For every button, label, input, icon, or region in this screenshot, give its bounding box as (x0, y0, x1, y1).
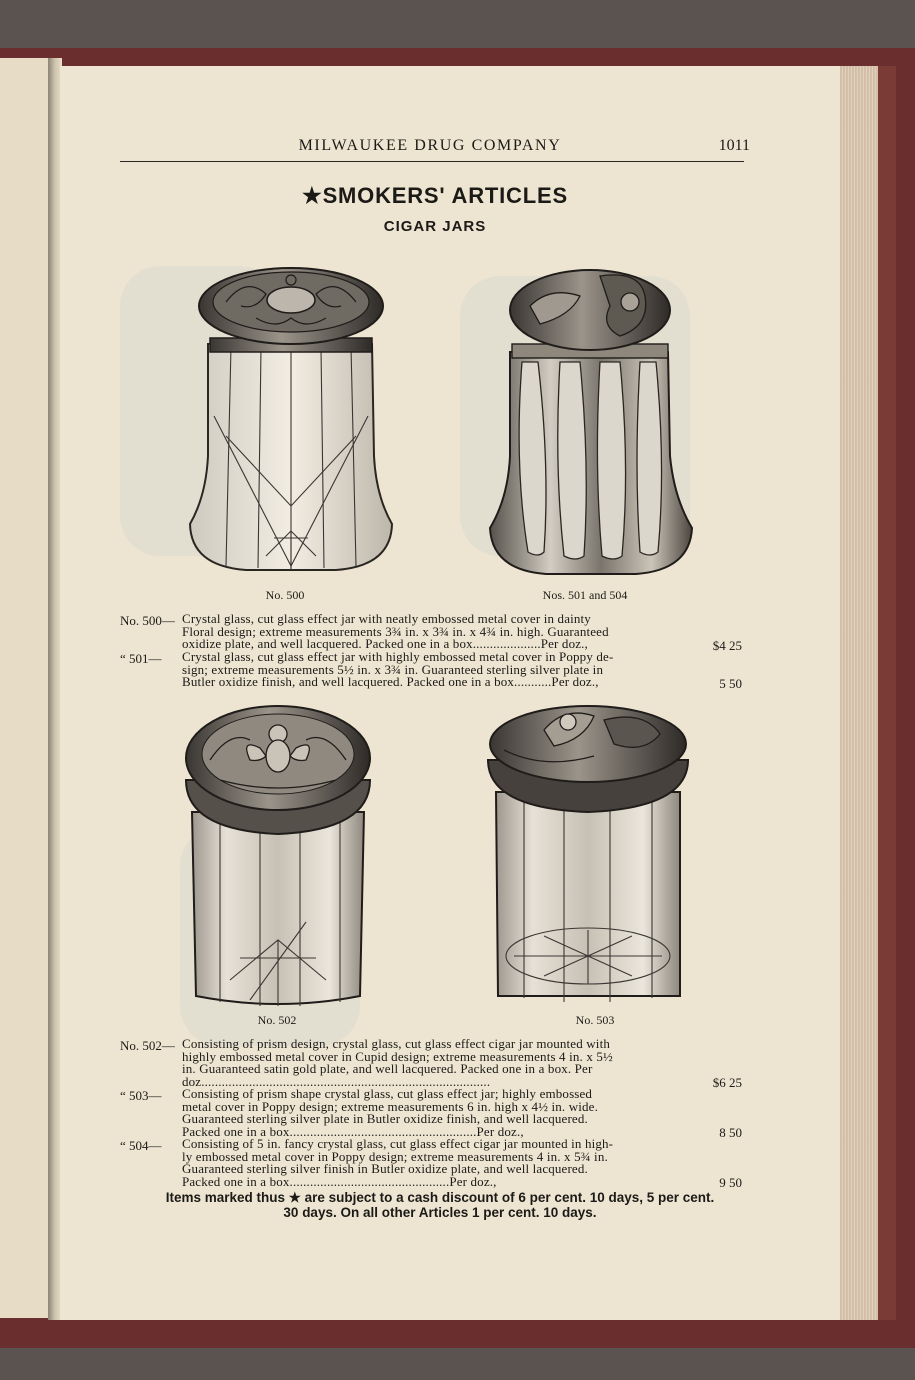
footer-line: Items marked thus ★ are subject to a cash discount of 6 per cent. 10 days, 5 per cent. (165, 1190, 715, 1205)
jar-500-illustration (186, 266, 396, 576)
entry-line: Consisting of prism design, crystal glass, cut glass effect cigar jar mounted with (182, 1036, 610, 1051)
entry-line: Consisting of prism shape crystal glass, cut glass effect jar; highly embossed (182, 1086, 593, 1101)
entry-line: Guaranteed sterling silver finish in Butler oxidize plate, and well lacquered. (182, 1161, 588, 1177)
entry-number: No. 500— (120, 613, 175, 628)
entry-number: “ 504— (120, 1138, 162, 1153)
entry-line: sign; extreme measurements 5½ in. x 3¾ in. Guaranteed sterling silver plate in (182, 661, 604, 677)
page-number: 1011 (718, 137, 750, 154)
entry-price: 9 50 (719, 1175, 742, 1190)
entry-number: “ 503— (120, 1088, 162, 1103)
entry-text (182, 613, 702, 651)
page-header-title: MILWAUKEE DRUG COMPANY (298, 137, 562, 154)
entry-text (182, 1038, 702, 1088)
caption-jar-503: No. 503 (575, 1013, 615, 1027)
entry-line: metal cover in Poppy design; extreme measurements 6 in. high x 4½ in. wide. (182, 1098, 598, 1114)
left-facing-page (0, 58, 50, 1318)
entry-line: Packed one in a box...............................................Per doz., (182, 1173, 497, 1189)
entry-number: “ 501— (120, 651, 162, 666)
entry-price: $4 25 (712, 638, 742, 653)
jar-501-504-illustration (480, 266, 700, 578)
entries-group-2 (120, 1038, 760, 1188)
entry-line: Crystal glass, cut glass effect jar with neatly embossed metal cover in dainty (182, 611, 591, 626)
page-edges (838, 66, 880, 1320)
caption-jar-500: No. 500 (265, 588, 305, 602)
caption-jar-501-504: Nos. 501 and 504 (542, 588, 628, 602)
entries-group-1 (120, 613, 760, 693)
entry-line: Butler oxidize finish, and well lacquered. Packed one in a box...........Per doz., (182, 674, 599, 690)
entry-line: Crystal glass, cut glass effect jar with highly embossed metal cover in Poppy de- (182, 649, 614, 664)
entry-line: ly embossed metal cover in Poppy design; extreme measurements 4 in. x 5¾ in. (182, 1148, 608, 1164)
header-rule (120, 161, 744, 162)
entry-line: Guaranteed sterling silver plate in Butler oxidize finish, and well lacquered. (182, 1111, 588, 1127)
entry-line: doz..................................................................................... (182, 1073, 491, 1089)
entry-line: Packed one in a box.......................................................Per doz., (182, 1123, 524, 1139)
entry-line: Consisting of 5 in. fancy crystal glass, cut glass effect cigar jar mounted in high- (182, 1136, 614, 1151)
jar-503-illustration (484, 700, 694, 1012)
entry-line: Floral design; extreme measurements 3¾ in. x 3¾ in. x 4¾ in. high. Guaranteed (182, 623, 609, 639)
entry-text (182, 1088, 702, 1138)
entry-price: 5 50 (719, 676, 742, 691)
entry-price: $6 25 (712, 1075, 742, 1090)
section-title: ★SMOKERS' ARTICLES (302, 183, 568, 208)
entry-line: highly embossed metal cover in Cupid design; extreme measurements 4 in. x 5½ (182, 1048, 613, 1064)
caption-jar-502: No. 502 (257, 1013, 297, 1027)
entry-text (182, 1138, 702, 1188)
entry-line: oxidize plate, and well lacquered. Packed one in a box....................Per doz., (182, 636, 588, 652)
entry-line: in. Guaranteed satin gold plate, and well lacquered. Packed one in a box. Per (182, 1061, 593, 1077)
entry-price: 8 50 (719, 1125, 742, 1140)
binding-edge (878, 66, 896, 1320)
jar-502-illustration (180, 700, 376, 1010)
footer-line: 30 days. On all other Articles 1 per cent. 10 days. (283, 1205, 597, 1220)
entry-text (182, 651, 702, 689)
entry-number: No. 502— (120, 1038, 175, 1053)
section-subtitle: CIGAR JARS (383, 218, 487, 235)
discount-footer (110, 1190, 770, 1220)
